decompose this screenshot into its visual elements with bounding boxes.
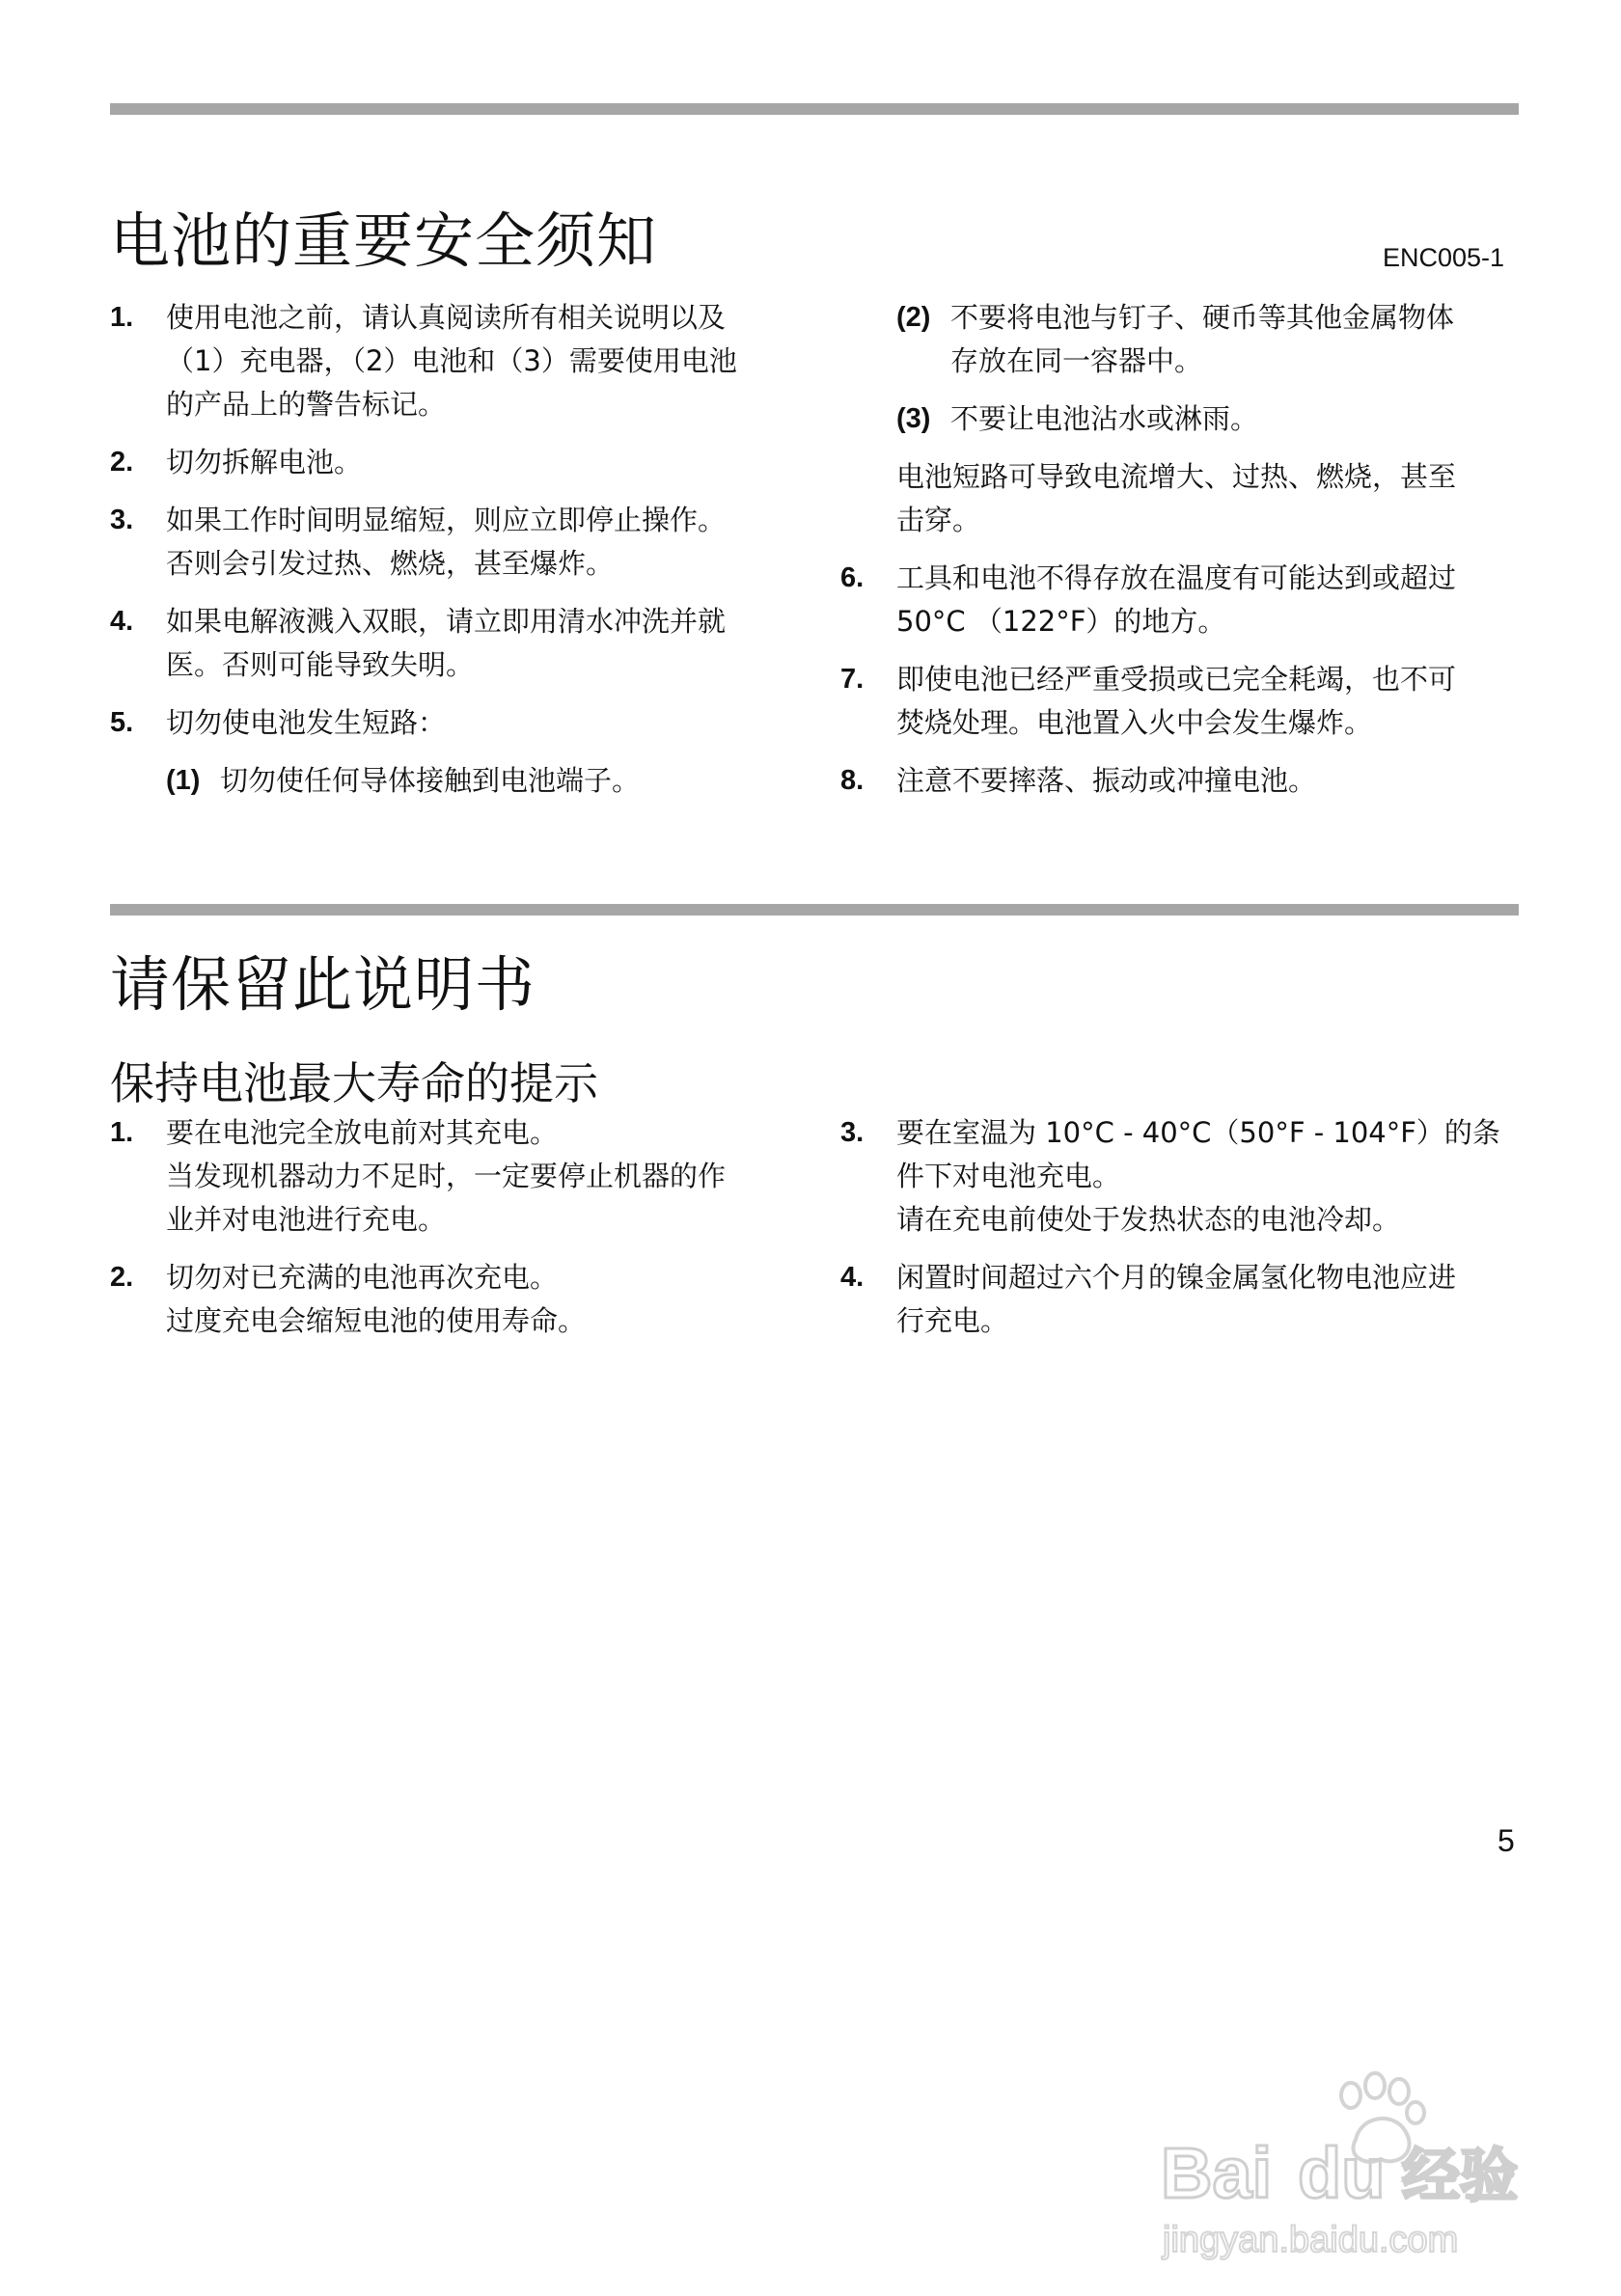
- item-text-line: 业并对电池进行充电。: [166, 1203, 447, 1236]
- baidu-jingyan-watermark: [1153, 2053, 1539, 2265]
- page-number: 5: [1497, 1823, 1515, 1858]
- item-number: 4.: [110, 606, 134, 637]
- safety-item-1: [110, 296, 805, 426]
- section-subtitle-battery-life-tips: 保持电池最大寿命的提示: [110, 1057, 598, 1109]
- safety-item-2: [110, 441, 805, 484]
- item-number: 2.: [110, 1262, 134, 1293]
- safety-item-7: [840, 658, 1535, 745]
- tips-right-column: [840, 1111, 1535, 1357]
- item-text-line: 即使电池已经严重受损或已完全耗竭，也不可: [896, 663, 1457, 696]
- item-text-line: 闲置时间超过六个月的镍金属氢化物电池应进: [896, 1261, 1457, 1294]
- tip-item-2: [110, 1256, 805, 1343]
- document-code: ENC005-1: [1383, 243, 1505, 272]
- item-text-line: 50°C （122°F）的地方。: [896, 605, 1226, 638]
- subitem-text: 不要让电池沾水或淋雨。: [950, 402, 1259, 435]
- svg-text:Bai: Bai: [1161, 2133, 1273, 2213]
- item-text-line: 当发现机器动力不足时，一定要停止机器的作: [166, 1160, 727, 1192]
- safety-item-4: [110, 600, 805, 687]
- item-text-line: 要在室温为 10°C - 40°C（50°F - 104°F）的条: [896, 1116, 1500, 1149]
- subitem-number: (3): [896, 403, 931, 434]
- svg-text:经验: 经验: [1402, 2143, 1518, 2210]
- tip-item-1: [110, 1111, 805, 1242]
- item-number: 5.: [110, 707, 134, 738]
- item-text-line: 切勿对已充满的电池再次充电。: [166, 1261, 559, 1294]
- tips-left-column: [110, 1111, 805, 1357]
- item-text-line: 行充电。: [896, 1304, 1009, 1337]
- note-text-line: 电池短路可导致电流增大、过热、燃烧，甚至: [896, 460, 1457, 493]
- item-number: 4.: [840, 1262, 865, 1293]
- item-number: 2.: [110, 447, 134, 478]
- safety-subitem-1: [166, 759, 805, 803]
- subitem-text-line: 不要将电池与钉子、硬币等其他金属物体: [950, 301, 1455, 334]
- item-number: 6.: [840, 562, 865, 593]
- item-text-line: 切勿使电池发生短路：: [166, 706, 447, 739]
- item-text-line: 使用电池之前，请认真阅读所有相关说明以及: [166, 301, 727, 334]
- item-text-line: 否则会引发过热、燃烧，甚至爆炸。: [166, 547, 615, 580]
- section-divider-top: [110, 103, 1519, 115]
- item-text-line: 如果工作时间明显缩短，则应立即停止操作。: [166, 504, 727, 536]
- section-title-keep-instructions: 请保留此说明书: [110, 949, 536, 1020]
- item-text-line: 医。否则可能导致失明。: [166, 648, 475, 681]
- item-text-line: 请在充电前使处于发热状态的电池冷却。: [896, 1203, 1401, 1236]
- item-number: 1.: [110, 1117, 134, 1148]
- svg-text:du: du: [1298, 2133, 1386, 2213]
- safety-item-3: [110, 499, 805, 586]
- note-text-line: 击穿。: [896, 504, 981, 536]
- item-number: 3.: [840, 1117, 865, 1148]
- section-title-battery-safety: 电池的重要安全须知: [110, 205, 658, 276]
- item-number: 1.: [110, 302, 134, 333]
- item-text-line: 的产品上的警告标记。: [166, 388, 447, 421]
- item-text-line: 切勿拆解电池。: [166, 446, 363, 478]
- subitem-text: 切勿使任何导体接触到电池端子。: [220, 764, 641, 797]
- tip-item-4: [840, 1256, 1535, 1343]
- safety-item-8: [840, 759, 1535, 803]
- item-text-line: 如果电解液溅入双眼，请立即用清水冲洗并就: [166, 605, 727, 638]
- item-number: 3.: [110, 505, 134, 535]
- item-text-line: 注意不要摔落、振动或冲撞电池。: [896, 764, 1317, 797]
- item-text-line: 工具和电池不得存放在温度有可能达到或超过: [896, 561, 1457, 594]
- item-text-line: 件下对电池充电。: [896, 1160, 1121, 1192]
- item-text-line: 要在电池完全放电前对其充电。: [166, 1116, 559, 1149]
- item-text-line: 过度充电会缩短电池的使用寿命。: [166, 1304, 587, 1337]
- item-text-line: （1）充电器，（2）电池和（3）需要使用电池: [166, 344, 737, 377]
- safety-subitem-2: [896, 296, 1535, 383]
- safety-item-6: [840, 557, 1535, 643]
- safety-left-column: [110, 296, 805, 817]
- section-divider-middle: [110, 904, 1519, 916]
- svg-text:jingyan.baidu.com: jingyan.baidu.com: [1163, 2220, 1459, 2260]
- item-number: 7.: [840, 664, 865, 695]
- safety-subitem-3: [896, 397, 1535, 441]
- item-number: 8.: [840, 765, 865, 796]
- safety-item-5: [110, 701, 805, 745]
- subitem-text-line: 存放在同一容器中。: [950, 344, 1203, 377]
- tip-item-3: [840, 1111, 1535, 1242]
- subitem-number: (2): [896, 302, 931, 333]
- safety-right-column: [840, 296, 1535, 817]
- short-circuit-note: [896, 455, 1535, 542]
- subitem-number: (1): [166, 765, 201, 796]
- item-text-line: 焚烧处理。电池置入火中会发生爆炸。: [896, 706, 1373, 739]
